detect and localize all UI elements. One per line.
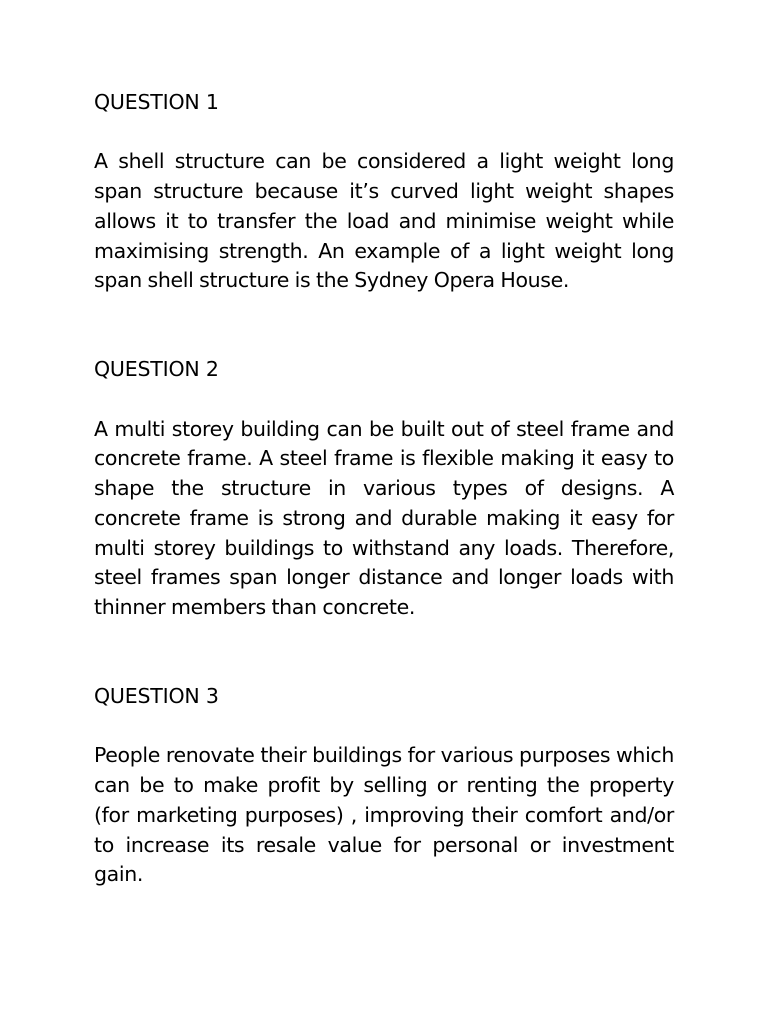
question-2-answer: A multi storey building can be built out of steel frame and concrete frame. A steel frame is flexible making it easy to shape the structure in various types of designs. A concrete frame is strong and durable making it easy for multi storey buildings to withstand any loads. Therefore, steel frames span longer distance and longer loads with thinner members than concrete. [94,416,674,619]
question-3-section [94,682,674,890]
question-2-section [94,355,674,622]
question-1-heading: QUESTION 1 [94,90,219,114]
question-2-heading: QUESTION 2 [94,357,219,382]
question-1-section [94,88,674,296]
question-3-answer: People renovate their buildings for various purposes which can be to make profit by selling or renting the property (for marketing purposes) , improving their comfort and/or to increase its resale value for personal or investment gain. [94,743,674,887]
question-3-heading: QUESTION 3 [94,684,219,708]
question-1-answer: A shell structure can be considered a light weight long span structure because it’s curved light weight shapes allows it to transfer the load and minimise weight while maximising strength. An example of a light weight long span shell structure is the Sydney Opera House. [94,149,674,293]
